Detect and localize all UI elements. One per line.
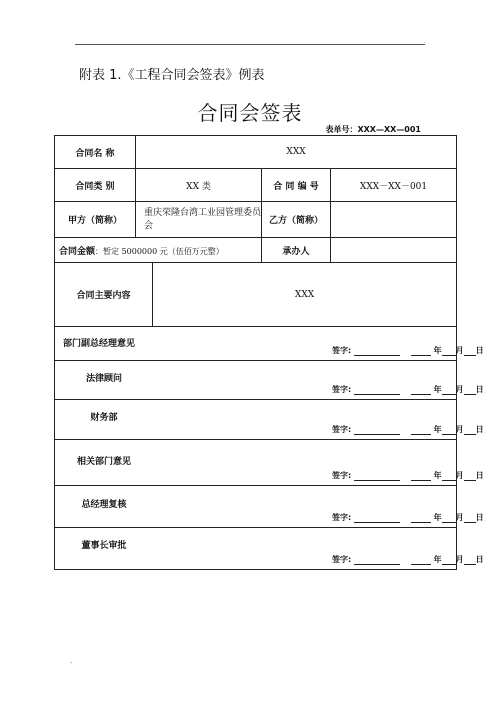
year-blank[interactable]	[411, 555, 431, 565]
row-approval	[55, 400, 457, 440]
sign-blank[interactable]	[354, 471, 400, 481]
month-blank[interactable]	[442, 385, 456, 395]
year-label: 年	[433, 385, 442, 394]
content-value[interactable]: XXX	[153, 263, 457, 327]
month-label: 月	[455, 385, 464, 394]
corner-dot: .	[424, 38, 426, 45]
row-content	[55, 263, 457, 327]
year-blank[interactable]	[411, 513, 431, 523]
amount-cell[interactable]	[55, 238, 262, 263]
party-b-label: 乙方（简称）	[262, 202, 331, 238]
month-blank[interactable]	[442, 346, 456, 356]
undertaker-label: 承办人	[262, 238, 331, 263]
day-label: 日	[475, 425, 484, 434]
approval-cell[interactable]	[55, 400, 484, 440]
row-approval	[55, 440, 457, 486]
row-approval	[55, 361, 457, 400]
month-blank[interactable]	[442, 555, 456, 565]
sign-blank[interactable]	[354, 425, 400, 435]
day-blank[interactable]	[464, 385, 476, 395]
sign-label: 签字:	[332, 385, 352, 394]
year-label: 年	[433, 513, 442, 522]
day-label: 日	[475, 555, 484, 564]
approval-label: 董事长审批	[81, 541, 127, 551]
row-approval	[55, 327, 457, 361]
year-blank[interactable]	[411, 385, 431, 395]
sign-label: 签字:	[332, 555, 352, 564]
sign-label: 签字:	[332, 471, 352, 480]
month-label: 月	[455, 513, 464, 522]
approval-cell[interactable]	[55, 361, 484, 400]
form-number: 表单号：XXX—XX—001	[325, 125, 421, 134]
row-approval	[55, 528, 457, 570]
row-approval	[55, 486, 457, 528]
appendix-title: 附表 1.《工程合同会签表》例表	[79, 68, 265, 83]
day-blank[interactable]	[464, 513, 476, 523]
amount-label: 合同金额	[59, 246, 96, 257]
sign-blank[interactable]	[354, 555, 400, 565]
month-blank[interactable]	[442, 471, 456, 481]
month-blank[interactable]	[442, 513, 456, 523]
day-label: 日	[475, 513, 484, 522]
sign-label: 签字:	[332, 513, 352, 522]
day-blank[interactable]	[464, 555, 476, 565]
year-label: 年	[433, 555, 442, 564]
row-contract-type	[55, 169, 457, 202]
contract-name-label: 合同名 称	[55, 136, 136, 169]
sign-blank[interactable]	[354, 513, 400, 523]
month-blank[interactable]	[442, 425, 456, 435]
year-blank[interactable]	[411, 425, 431, 435]
sign-label: 签字:	[332, 425, 352, 434]
sign-label: 签字:	[332, 346, 352, 355]
sign-blank[interactable]	[354, 346, 400, 356]
approval-cell[interactable]	[55, 327, 484, 361]
month-label: 月	[455, 425, 464, 434]
day-label: 日	[475, 346, 484, 355]
month-label: 月	[455, 346, 464, 355]
corner-dot: .	[70, 656, 73, 665]
month-label: 月	[455, 471, 464, 480]
contract-type-value[interactable]: XX 类	[136, 169, 262, 202]
year-label: 年	[433, 346, 442, 355]
approval-label: 部门副总经理意见	[63, 339, 136, 349]
sign-blank[interactable]	[354, 385, 400, 395]
contract-no-value[interactable]: XXX－XX－001	[331, 169, 457, 202]
year-label: 年	[433, 425, 442, 434]
party-a-value[interactable]: 重庆荣隆台湾工业园管理委员会	[136, 202, 262, 238]
row-parties	[55, 202, 457, 238]
day-blank[interactable]	[464, 346, 476, 356]
approval-label: 相关部门意见	[76, 457, 131, 467]
row-contract-name	[55, 136, 457, 169]
signature-line	[332, 384, 484, 395]
year-blank[interactable]	[411, 471, 431, 481]
signature-line	[332, 470, 484, 481]
approval-cell[interactable]	[55, 528, 484, 570]
approval-label: 总经理复核	[81, 500, 127, 510]
signature-line	[332, 554, 484, 565]
contract-signoff-table	[54, 135, 484, 570]
day-label: 日	[475, 471, 484, 480]
contract-name-value[interactable]: XXX	[136, 136, 457, 169]
undertaker-value[interactable]	[331, 238, 457, 263]
signature-line	[332, 512, 484, 523]
year-blank[interactable]	[411, 346, 431, 356]
signature-line	[332, 345, 484, 356]
row-amount	[55, 238, 457, 263]
content-label: 合同主要内容	[55, 263, 153, 327]
approval-label: 财务部	[90, 413, 118, 423]
year-label: 年	[433, 471, 442, 480]
day-blank[interactable]	[464, 471, 476, 481]
day-label: 日	[475, 385, 484, 394]
signature-line	[332, 424, 484, 435]
approval-cell[interactable]	[55, 486, 484, 528]
amount-value: ：暂定 5000000 元（伍佰万元整）	[95, 246, 224, 256]
approval-cell[interactable]	[55, 440, 484, 486]
contract-type-label: 合同类 别	[55, 169, 136, 202]
day-blank[interactable]	[464, 425, 476, 435]
approval-label: 法律顾问	[85, 374, 122, 384]
top-rule	[75, 44, 425, 45]
party-b-value[interactable]	[331, 202, 457, 238]
month-label: 月	[455, 555, 464, 564]
form-title: 合同会签表	[197, 101, 303, 125]
contract-no-label: 合 同 编 号	[262, 169, 331, 202]
party-a-label: 甲方（简称）	[55, 202, 136, 238]
